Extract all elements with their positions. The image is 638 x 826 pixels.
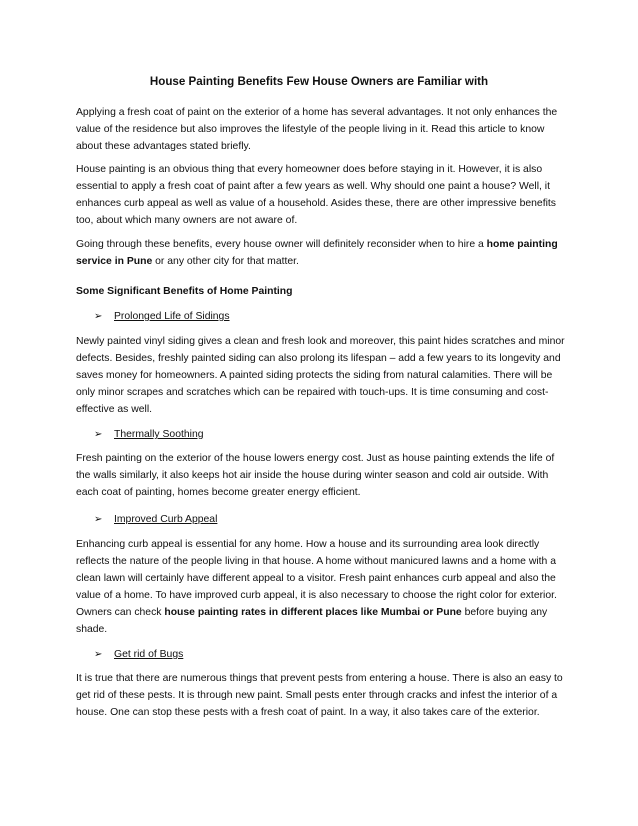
section-paragraph (76, 333, 568, 418)
bullet-heading: Improved Curb Appeal (114, 514, 218, 525)
paragraph-link-text: home painting service in Pune (76, 239, 558, 267)
bullet-heading: Prolonged Life of Sidings (114, 311, 230, 322)
paragraph-text: Applying a fresh coat of paint on the exterior of a home has several advantages. It not only enhances the value of the residence but also improves the lifestyle of the people living in it. Read this article to know about these advantages stated briefly. (76, 107, 558, 152)
paragraph-link-text: house painting rates in different places like Mumbai or Pune (164, 607, 462, 618)
arrow-bullet-icon: ➢ (94, 429, 103, 440)
section-paragraph (76, 450, 568, 501)
paragraph-text: Going through these benefits, every house owner will definitely reconsider when to hire a (76, 239, 487, 250)
arrow-bullet-icon: ➢ (94, 514, 103, 525)
paragraph-3 (76, 236, 568, 270)
paragraph-text: It is true that there are numerous things that prevent pests from entering a house. There is also an easy to get rid of these pests. It is through new paint. Small pests enter through cracks and infest the interior of a house. One can stop these pests with a fresh coat of paint. In a way, it also takes care of the exterior. (76, 673, 563, 718)
arrow-bullet-icon: ➢ (94, 649, 103, 660)
bullet-heading: Get rid of Bugs (114, 649, 184, 660)
bullet-item (94, 511, 217, 528)
paragraph-2 (76, 161, 568, 229)
paragraph-text: Newly painted vinyl siding gives a clean and fresh look and moreover, this paint hides scratches and minor defects. Besides, freshly painted siding can also prolong its lifespan – add a few years to its longevity and saves money for homeowners. A painted siding protects the siding from natural calamities. There will be only minor scrapes and scratches which can be repaired with touch-ups. It is time consuming and cost-effective as well. (76, 336, 565, 415)
bullet-heading: Thermally Soothing (114, 429, 204, 440)
paragraph-text: House painting is an obvious thing that every homeowner does before staying in it. However, it is also essential to apply a fresh coat of paint after a few years as well. Why should one paint a house? Well, it enhances curb appeal as well as value of a household. Asides these, there are other impressive benefits too, about which many owners are not aware of. (76, 164, 556, 226)
section-paragraph (76, 536, 568, 638)
paragraph-text: or any other city for that matter. (152, 256, 299, 267)
intro-paragraph (76, 104, 568, 155)
bullet-item (94, 426, 204, 443)
section-paragraph (76, 670, 568, 721)
paragraph-text: before buying any shade. (76, 607, 548, 635)
page-title: House Painting Benefits Few House Owners are Familiar with (149, 75, 489, 88)
paragraph-text: Enhancing curb appeal is essential for any home. How a house and its surrounding area look directly reflects the nature of the people living in that house. A home without manicured lawns and a home with a clean lawn will certainly have different appeal to a visitor. Fresh paint enhances curb appeal and also the value of a home. To have improved curb appeal, it is also necessary to choose the right color for exterior. Owners can check (76, 539, 557, 618)
section-heading: Some Significant Benefits of Home Painting (76, 286, 293, 297)
bullet-item (94, 646, 183, 663)
paragraph-text: Fresh painting on the exterior of the house lowers energy cost. Just as house painting extends the life of the walls similarly, it also keeps hot air inside the house during winter season and cold air outside. With each coat of painting, homes become greater energy efficient. (76, 453, 555, 498)
bullet-item (94, 308, 230, 325)
arrow-bullet-icon: ➢ (94, 311, 103, 322)
